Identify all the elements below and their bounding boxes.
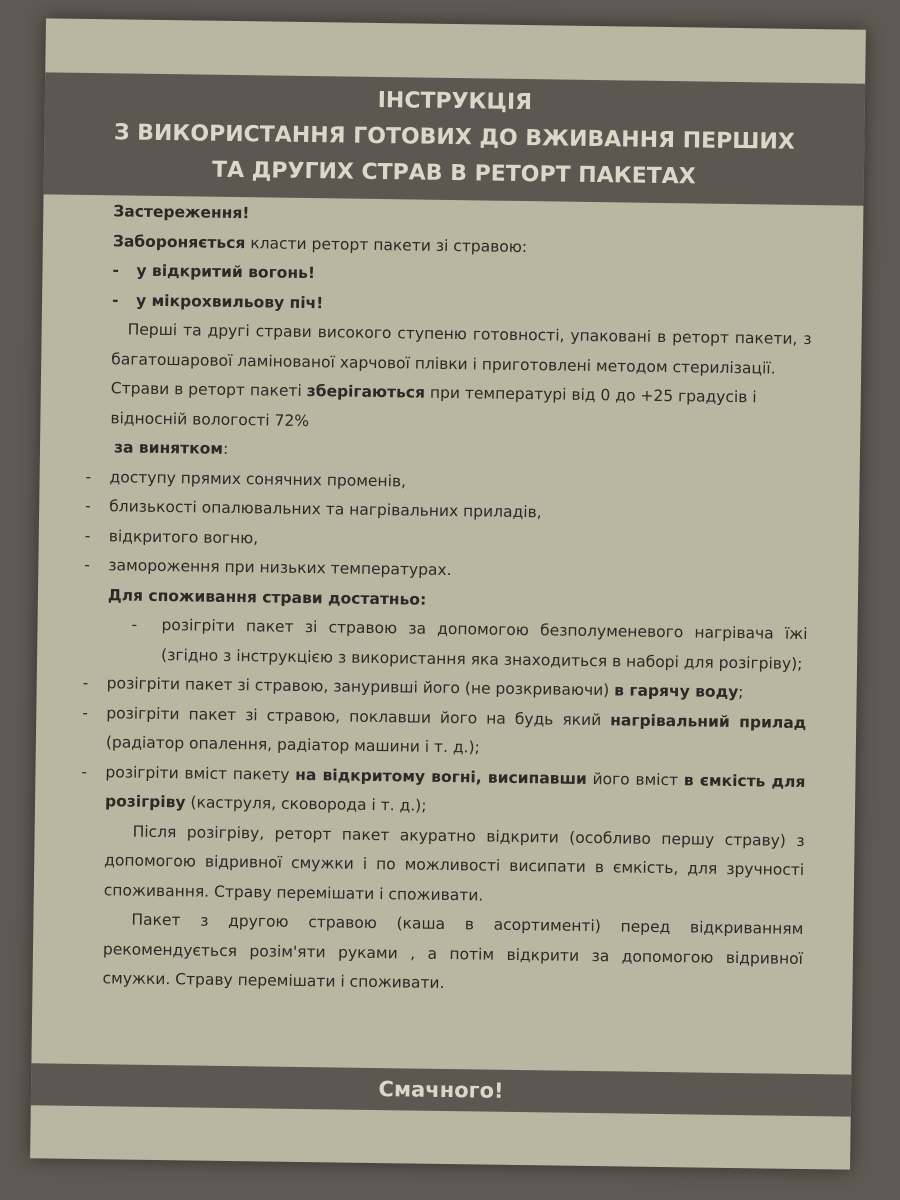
title-line-3: ТА ДРУГИХ СТРАВ В РЕТОРТ ПАКЕТАХ [211, 157, 696, 190]
intro-paragraph: Перші та другі страви високого ступеню готовності, упаковані в реторт пакети, з багатошарової ламінованої харчової плівки і приготовлені методом стерилізації. [111, 320, 812, 378]
except-item-4: - замороження при низьких температурах. [84, 555, 452, 580]
consume-item-2: - розігріти пакет зі стравою, занурившi його (не розкриваючи) в гарячу воду; [82, 673, 744, 702]
except-heading: за винятком: [113, 438, 229, 458]
title-line-1: ІНСТРУКЦІЯ [377, 87, 533, 116]
warning-heading: Застереження! [113, 202, 250, 223]
footer-text: Смачного! [378, 1077, 504, 1103]
instruction-body [81, 197, 813, 1003]
instruction-sheet [30, 18, 866, 1169]
except-item-1: - доступу прямих сонячних променів, [85, 467, 407, 490]
consume-item-3: - розігріти пакет зі стравою, поклавши його на будь який нагрівальний прилад (радіатор опалення, радіатор машини і т. д.); [82, 703, 807, 757]
title-band [44, 72, 866, 205]
title-line-2: З ВИКОРИСТАННЯ ГОТОВИХ ДО ВЖИВАННЯ ПЕРШИХ [113, 120, 795, 155]
consume-heading: Для споживання страви достатньо: [107, 585, 427, 609]
forbid-bold: Забороняється [112, 231, 246, 252]
after-heat-paragraph: Після розігріву, реторт пакет акуратно відкрити (особливо першу страву) з допомогою відривної смужки і по можливості висипати в ємкість, для зручності споживання. Страву перемішати і споживати. [103, 822, 805, 905]
forbid-rest: класти реторт пакети зі стравою: [245, 233, 528, 256]
storage-paragraph: Страви в реторт пакеті зберігаються при температурі від 0 до +25 градусів і відносній вологості 72% [110, 379, 757, 430]
except-item-2: - близькості опалювальних та нагрівальних приладів, [85, 496, 542, 522]
consume-sub-item: - розігріти пакет зі стравою за допомогою безполуменевого нагрівача їжі (згідно з інструкцією з використання яка знаходиться в наборі для розігріву); [131, 615, 808, 673]
second-dish-paragraph: Пакет з другою стравою (каша в асортименті) перед відкриванням рекомендується розім'яти руками , а потім відкрити за допомогою відривної смужки. Страву перемішати і споживати. [102, 910, 804, 992]
forbid-item-1: - у відкритий вогонь! [112, 261, 316, 283]
forbid-item-2: - у мікрохвильову піч! [111, 290, 324, 312]
footer-band [31, 1063, 852, 1116]
consume-item-4: - розігріти вміст пакету на відкритому вогні, висипавши його вміст в ємкість для розігріву (каструля, сковорода і т. д.); [81, 762, 806, 815]
except-item-3: - відкритого вогню, [84, 526, 259, 547]
